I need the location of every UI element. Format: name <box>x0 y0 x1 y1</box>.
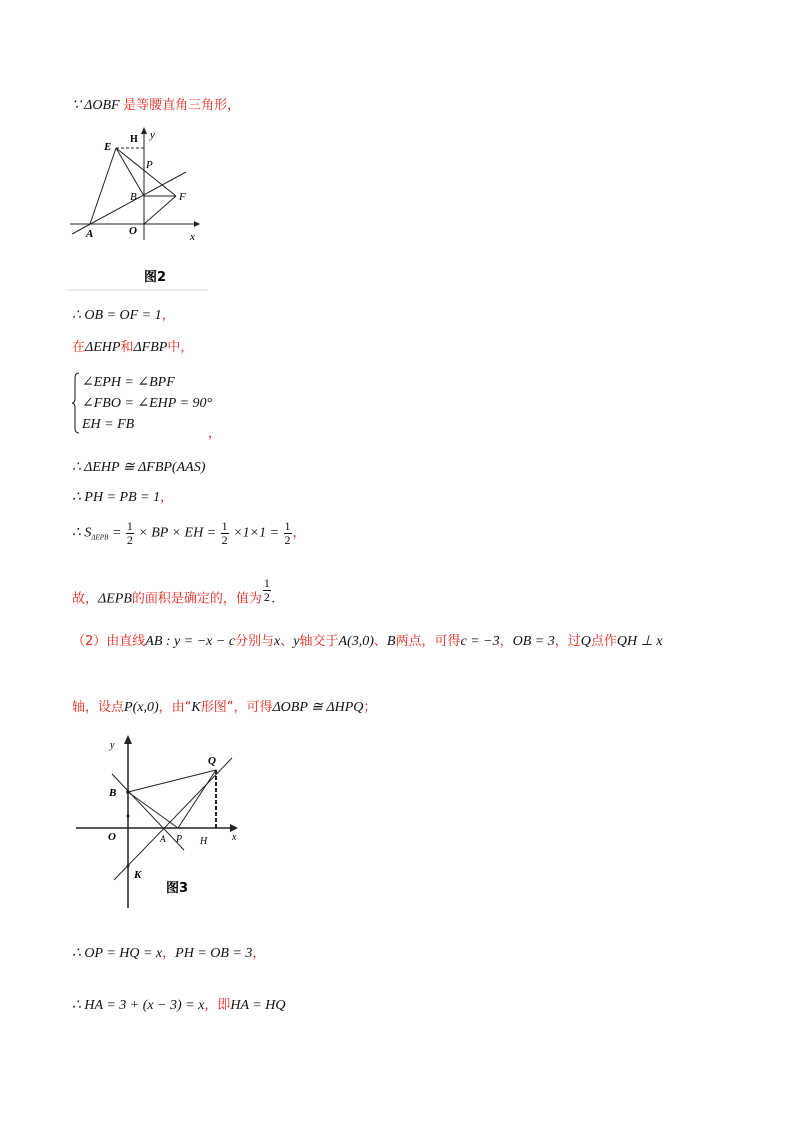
segment-ep <box>116 148 176 196</box>
text-line-5 <box>72 488 173 508</box>
text-line-6 <box>72 520 306 548</box>
text-you: ，由“ <box>158 700 192 715</box>
text-line-2 <box>72 306 175 326</box>
text-ji: ，即 <box>204 998 231 1013</box>
label-k: K <box>134 869 142 881</box>
math-obp-hpq: ΔOBP ≅ ΔHPQ <box>272 700 364 715</box>
math-p-point: P(x,0) <box>124 700 159 715</box>
point-b <box>126 790 130 794</box>
left-brace <box>72 372 80 434</box>
text-isosceles-right: 是等腰直角三角形， <box>123 98 241 113</box>
label-y: y <box>110 740 115 751</box>
text-zai: 在 <box>72 340 86 355</box>
math-ob3: OB = 3 <box>512 634 555 649</box>
text-part2-start: （2）由直线 <box>72 634 146 649</box>
figure-2-caption: 图2 <box>144 270 167 285</box>
math-mid: × BP × EH = <box>134 525 220 541</box>
text-jiaoyu: 轴交于 <box>299 634 339 649</box>
math-c: c = −3 <box>460 634 500 649</box>
fraction-1-num: 1 <box>126 519 133 533</box>
segment-eb <box>116 148 144 196</box>
line-kq <box>114 758 232 880</box>
label-b: B <box>109 787 117 799</box>
segment-bp <box>128 792 178 828</box>
math-ehp: ΔEHP <box>85 340 121 355</box>
x-axis-arrow <box>230 824 238 832</box>
math-area-s: ∴ S <box>72 525 92 541</box>
system-row-2: ∠FBO = ∠EHP = 90° <box>82 396 213 411</box>
text-semicolon: ； <box>363 700 377 715</box>
math-line-ab: AB : y = −x − c <box>145 634 236 649</box>
math-congruent-aas: ∴ ΔEHP ≅ ΔFBP(AAS) <box>72 460 206 475</box>
math-area-sub: ΔEPB <box>91 533 109 542</box>
figure-3 <box>72 732 252 912</box>
fraction-2-num: 1 <box>221 519 228 533</box>
text-guo: ，过 <box>554 634 581 649</box>
punct-7: . <box>271 591 276 607</box>
system-punct <box>208 424 221 444</box>
point-small <box>127 815 130 818</box>
system-row-3: EH = FB <box>82 417 135 432</box>
math-ph-ob: PH = OB = 3 <box>175 946 253 961</box>
text-gu: 故， <box>72 591 99 607</box>
fraction-1 <box>126 520 134 547</box>
math-k: K <box>191 700 201 715</box>
punct-system: ， <box>208 426 222 441</box>
punct-6: ， <box>292 525 306 541</box>
punct-2: ， <box>161 308 175 323</box>
math-qh-perp: QH ⊥ x <box>616 634 663 649</box>
text-line-9 <box>72 698 376 718</box>
math-ha-hq: HA = HQ <box>230 998 286 1013</box>
text-he: 和 <box>120 340 134 355</box>
text-line-8 <box>72 632 663 652</box>
text-line-11 <box>72 996 285 1016</box>
label-y: y <box>150 129 155 141</box>
point-k <box>127 865 130 868</box>
text-line-4 <box>72 458 205 478</box>
segment-pq <box>178 770 216 828</box>
label-x: x <box>190 231 195 243</box>
text-dianzuo: 点作 <box>590 634 617 649</box>
math-b: B <box>386 634 396 649</box>
math-x: x <box>274 634 281 649</box>
fraction-answer-den: 2 <box>263 590 270 604</box>
text-line-10 <box>72 944 265 964</box>
math-ph-pb: ∴ PH = PB = 1 <box>72 490 161 505</box>
math-ha-expr: ∴ HA = 3 + (x − 3) = x <box>72 998 205 1013</box>
punct-5: ， <box>160 490 174 505</box>
punct-10a: ， <box>162 946 176 961</box>
math-a-point: A(3,0) <box>338 634 374 649</box>
math-fbp: ΔFBP <box>133 340 168 355</box>
punct-10b: ， <box>252 946 266 961</box>
label-a: A <box>86 228 94 240</box>
fraction-2 <box>221 520 229 547</box>
label-e: E <box>104 141 112 153</box>
fraction-answer-num: 1 <box>263 576 270 590</box>
math-eq1: = <box>108 525 125 541</box>
text-fenbie: 分别与 <box>235 634 275 649</box>
fraction-3-den: 2 <box>284 533 291 547</box>
math-triangle-obf: ∵ ΔOBF <box>72 98 120 113</box>
label-q: Q <box>208 755 216 767</box>
fraction-3 <box>284 520 292 547</box>
label-b: B <box>130 191 137 203</box>
math-y: y <box>293 634 300 649</box>
label-h: H <box>130 134 138 145</box>
label-p: P <box>146 159 153 171</box>
label-a: A <box>160 834 166 844</box>
label-h: H <box>200 836 208 847</box>
x-axis-arrow <box>194 221 200 227</box>
text-zhong: 中， <box>167 340 194 355</box>
text-line-3 <box>72 338 193 358</box>
text-comma-a: 、 <box>280 634 294 649</box>
text-zhou: 轴，设点 <box>72 700 125 715</box>
label-p: P <box>176 834 183 845</box>
y-axis-arrow <box>124 735 132 744</box>
text-line-1 <box>72 96 240 116</box>
text-comma-c: ， <box>499 634 513 649</box>
y-axis-arrow <box>141 127 147 134</box>
line-ba <box>112 774 184 850</box>
figure-3-caption: 图3 <box>166 881 189 896</box>
text-comma-b: 、 <box>373 634 387 649</box>
fraction-2-den: 2 <box>221 533 228 547</box>
fraction-answer <box>263 577 271 604</box>
math-mid2: ×1×1 = <box>229 525 283 541</box>
math-epb: ΔEPB <box>98 591 132 607</box>
label-f: F <box>179 191 186 203</box>
text-area-fixed: 的面积是确定的，值为 <box>131 591 262 607</box>
math-op-hq: ∴ OP = HQ = x <box>72 946 163 961</box>
text-liangdian: 两点，可得 <box>395 634 461 649</box>
label-o: O <box>108 831 116 843</box>
label-x: x <box>232 832 237 843</box>
label-o: O <box>129 225 137 237</box>
segment-of <box>144 196 176 224</box>
figure-2 <box>66 124 216 294</box>
text-xingtu: 形图”，可得 <box>200 700 273 715</box>
math-ob-of: ∴ OB = OF = 1 <box>72 308 162 323</box>
text-line-7 <box>72 576 276 613</box>
math-q: Q <box>580 634 591 649</box>
fraction-1-den: 2 <box>126 533 133 547</box>
fraction-3-num: 1 <box>284 519 291 533</box>
system-row-1: ∠EPH = ∠BPF <box>82 375 175 390</box>
